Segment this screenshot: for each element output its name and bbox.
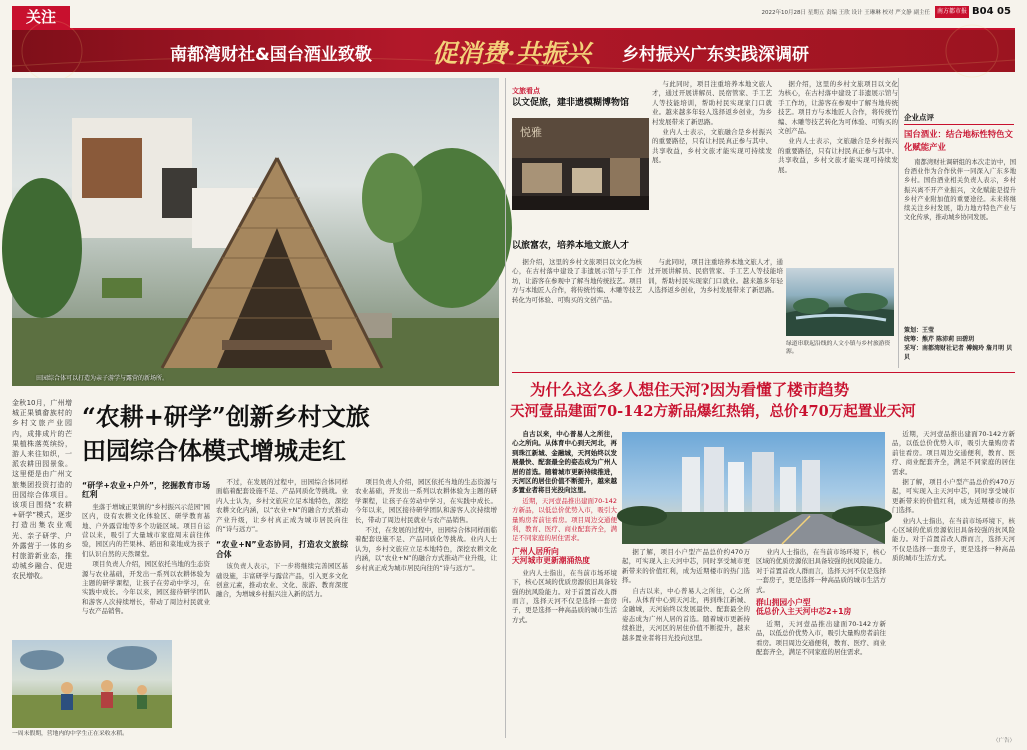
left-subhead-2: “农业+N”业态协同，打造农文旅综合体 [216, 540, 348, 559]
lower-body-9: 据了解，项目小户型产品总价约470万起，可实现入主天河中芯，同时享受城市更新带来的价值红利，成为近期楼市的热门选择。 [892, 478, 1015, 515]
left-body-4b: 项目负责人介绍，园区依托当地的生态资源与农业基础，开发出一系列以农耕体验为主题的研学课程，让孩子在劳动中学习，在实践中成长。今年以来，园区接待研学团队和游客人次持续增长，带动了周边村民就业与农产品销售。 [355, 478, 497, 524]
left-body-col-4 [355, 478, 497, 743]
right-body-text: 南都湾财社调研组的本次走访中，国台酒业作为合作伙伴一同深入广东多地乡村。国台酒业相关负责人表示，乡村振兴离不开产业振兴，文化赋能是提升乡村产业附加值的重要途径。未来将继续关注乡村发展，助力地方特色产业与文化传承，推动城乡协同发展。 [904, 159, 1016, 222]
kids-photo [12, 640, 172, 728]
lower-body-col-2 [622, 548, 750, 740]
banner-right-title: 乡村振兴广东实践深调研 [622, 45, 809, 65]
right-credits: 策划：王莹 统筹：熊芹 陈沛莉 田碧玥 采写：南都湾财社记者 傅婉玲 詹月明 贝贝 [904, 327, 1013, 361]
page-number: B04 05 [972, 6, 1011, 17]
right-body [904, 158, 1016, 318]
left-body-col-1 [82, 478, 210, 638]
lower-subhead-2: 群山拥园小户型 低总价入主天河中芯2+1房 [756, 598, 852, 617]
left-body-4: 该负责人表示，下一步将继续完善园区基础设施，丰富研学与露营产品，引入更多文化创意元素，推动农业、文化、旅游、教育深度融合，为增城乡村振兴注入新的活力。 [216, 562, 348, 599]
middle-subhead-2: 以旅富农，培养本地文旅人才 [512, 241, 630, 251]
hero-photo-caption: 田园综合体可以打造为亲子游学与露营的新场所。 [36, 375, 169, 382]
lower-headline-1: 为什么这么多人想住天河?因为看懂了楼市趋势 [530, 380, 850, 399]
middle-body-3b: 据介绍，这里的乡村文旅项目以文化为核心，在古村落中建设了非遗展示馆与手工作坊，让游客在参观中了解当地传统技艺。项目方与本地匠人合作，将传统竹编、木雕等技艺转化为可体验、可购买的文创产品。 [778, 80, 898, 136]
lower-body-7: 近期，天河壹品推出建面70-142方新品，以低总价优势入市，吸引大量购房者前往看房。项目周边交通便利，教育、医疗、商业配套齐全，满足不同家庭的居住需求。 [756, 619, 886, 657]
dateline: 2022年10月28日 星期五 责编 王欣 设计 王琳琳 校对 严文静 副主任 [761, 10, 930, 16]
banner-left-title: 南都湾财社&国台酒业致敬 [170, 45, 372, 65]
hero-photo [12, 78, 499, 386]
lower-body-col-4 [892, 430, 1015, 730]
middle-body-3c: 业内人士表示，文旅融合是乡村振兴的重要路径，只有让村民真正参与其中、共享收益，乡村文旅才能实现可持续发展。 [778, 137, 898, 174]
left-body-1: 坐落于增城正果镇的“乡村振兴示范园”园区内，设有农耕文化体验区、研学教育基地、户外露营地等多个功能区域。项目自运营以来，吸引了大量城市家庭周末前往体验，园区内的芒果林、稻田和菜地成为孩子们认识自然的天然课堂。 [82, 502, 210, 558]
lower-subhead-1: 广州人居所向 天河城市更新潮涌热度 [512, 546, 590, 566]
middle-body-col-3 [778, 80, 898, 265]
left-body-2: 项目负责人介绍，园区依托当地的生态资源与农业基础，开发出一系列以农耕体验为主题的研学课程，让孩子在劳动中学习，在实践中成长。今年以来，园区接待研学团队和游客人次持续增长，带动了周边村民就业与农产品销售。 [82, 560, 210, 616]
middle-body-col-1 [512, 258, 642, 368]
left-headline: “农耕+研学”创新乡村文旅 田园综合体模式增城走红 [82, 402, 370, 465]
section-tag [12, 6, 70, 28]
lower-body-3: 业内人士指出，在当前市场环境下，核心区域的优质房源依旧具备较强的抗风险能力。对于首置首改人群而言，选择天河不仅是选择一套房子，更是选择一种高品质的城市生活方式。 [512, 568, 617, 624]
lower-body-col-3 [756, 548, 886, 740]
lower-headline-2: 天河壹品建面70-142方新品爆红热销，总价470万起置业天河 [510, 403, 916, 420]
ad-note: （广告） [992, 738, 1015, 744]
lower-body-1: 自古以来，中心普易人之所往，心之所向。从体育中心到天河北，再到珠江新城、金融城，天河始终以发展最快、配套最全的姿态成为广州人居的首选。随着城市更新持续推进，天河区的居住价值不断提升，越来越多置业者将目光投向这里。 [512, 430, 617, 495]
kids-field-icon [12, 640, 172, 728]
middle-box-label [512, 78, 612, 95]
middle-body-3: 业内人士表示，文旅融合是乡村振兴的重要路径，只有让村民真正参与其中、共享收益，乡村文旅才能实现可持续发展。 [652, 128, 772, 165]
banner [12, 30, 1015, 72]
left-body-4c: 不过，在发展的过程中，田园综合体同样面临着配套设施不足、产品同质化等挑战。业内人士认为，乡村文旅应立足本地特色，深挖农耕文化内涵，以“农业+N”的融合方式推动产业升级，让乡村真正成为城市居民向往的“诗与远方”。 [355, 526, 497, 572]
lower-body-10: 业内人士指出，在当前市场环境下，核心区域的优质房源依旧具备较强的抗风险能力。对于首置首改人群而言，选择天河不仅是选择一套房子，更是选择一种高品质的城市生活方式。 [892, 516, 1015, 563]
middle-box-label-text: 文旅看点 [512, 87, 540, 95]
skyline-buildings-icon [622, 432, 885, 544]
lower-body-6: 业内人士指出，在当前市场环境下，核心区域的优质房源依旧具备较强的抗风险能力。对于首置首改人群而言，选择天河不仅是选择一套房子，更是选择一种高品质的城市生活方式。 [756, 548, 886, 594]
right-box-label: 企业点评 [904, 113, 934, 122]
banner-slogan: 促消费·共振兴 [432, 39, 591, 68]
river-landscape-icon [786, 268, 894, 336]
river-caption: 绿道串联起沿线的人文小镇与乡村旅游资源。 [786, 341, 891, 355]
left-subhead-1: “研学+农业+户外”，挖掘教育市场红利 [82, 481, 210, 500]
skyline-photo [622, 432, 885, 544]
museum-photo-label: 悦雅 [520, 126, 542, 139]
left-body-3: 不过，在发展的过程中，田园综合体同样面临着配套设施不足、产品同质化等挑战。业内人士认为，乡村文旅应立足本地特色，深挖农耕文化内涵，以“农业+N”的融合方式推动产业升级，让乡村真正成为城市居民向往的“诗与远方”。 [216, 478, 348, 534]
lower-body-8: 近期，天河壹品推出建面70-142方新品，以低总价优势入市，吸引大量购房者前往看房。项目周边交通便利，教育、医疗、商业配套齐全，满足不同家庭的居住需求。 [892, 430, 1015, 476]
intro-text: 金秋10月，广州增城正果镇畲族村的乡村文旅产业园内，成排成片的芒果植株落英缤纷，游人来往如织，一派农耕田园景象。这里便是由广州文旅集团投资打造的田园综合体项目。该项目围绕“农耕+研学”模式，逐步打造出集农业观光、亲子研学、户外露营于一体的乡村旅游新业态，推动城乡融合、促进农民增收。 [12, 399, 72, 581]
lower-body-4: 据了解，项目小户型产品总价约470万起，可实现入主天河中芯，同时享受城市更新带来的价值红利，成为近期楼市的热门选择。 [622, 548, 750, 585]
intro-column [12, 398, 72, 658]
lower-body-5: 自古以来，中心普易人之所往，心之所向。从体育中心到天河北，再到珠江新城、金融城，天河始终以发展最快、配套最全的姿态成为广州人居的首选。随着城市更新持续推进，天河区的居住价值不断提升，越来越多置业者将目光投向这里。 [622, 586, 750, 642]
middle-body-col-top [652, 80, 772, 240]
middle-body-col-2 [648, 258, 783, 368]
middle-body-1: 据介绍，这里的乡村文旅项目以文化为核心，在古村落中建设了非遗展示馆与手工作坊，让游客在参观中了解当地传统技艺。项目方与本地匠人合作，将传统竹编、木雕等技艺转化为可体验、可购买的文创产品。 [512, 258, 642, 304]
lower-body-col-1 [512, 430, 617, 740]
lower-body-2: 近期，天河壹品推出建面70-142方新品，以低总价优势入市，吸引大量购房者前往看房。项目周边交通便利，教育、医疗、商业配套齐全，满足不同家庭的居住需求。 [512, 496, 617, 543]
river-photo [786, 268, 894, 336]
tent-illustration-icon [12, 78, 499, 386]
left-body-col-3 [216, 478, 348, 743]
kids-caption: 一周末假期，营地内的中学生正在采收水稻。 [12, 731, 128, 737]
right-title: 国台酒业：结合地标性特色文化赋能产业 [904, 129, 1013, 152]
section-tag-text: 关注 [25, 8, 56, 26]
middle-subhead-1: 以文促旅，建非遗模糊博物馆 [512, 98, 630, 108]
paper-logo: 南方都市报 [935, 6, 969, 18]
middle-body-2b: 与此同时，项目注重培养本地文旅人才，通过开展讲解员、民宿管家、手工艺人等技能培训，帮助村民实现家门口就业。越来越多年轻人选择返乡创业，为乡村发展带来了新思路。 [648, 258, 783, 295]
middle-body-2: 与此同时，项目注重培养本地文旅人才，通过开展讲解员、民宿管家、手工艺人等技能培训，帮助村民实现家门口就业。越来越多年轻人选择返乡创业，为乡村发展带来了新思路。 [652, 80, 772, 126]
museum-photo [512, 118, 649, 210]
